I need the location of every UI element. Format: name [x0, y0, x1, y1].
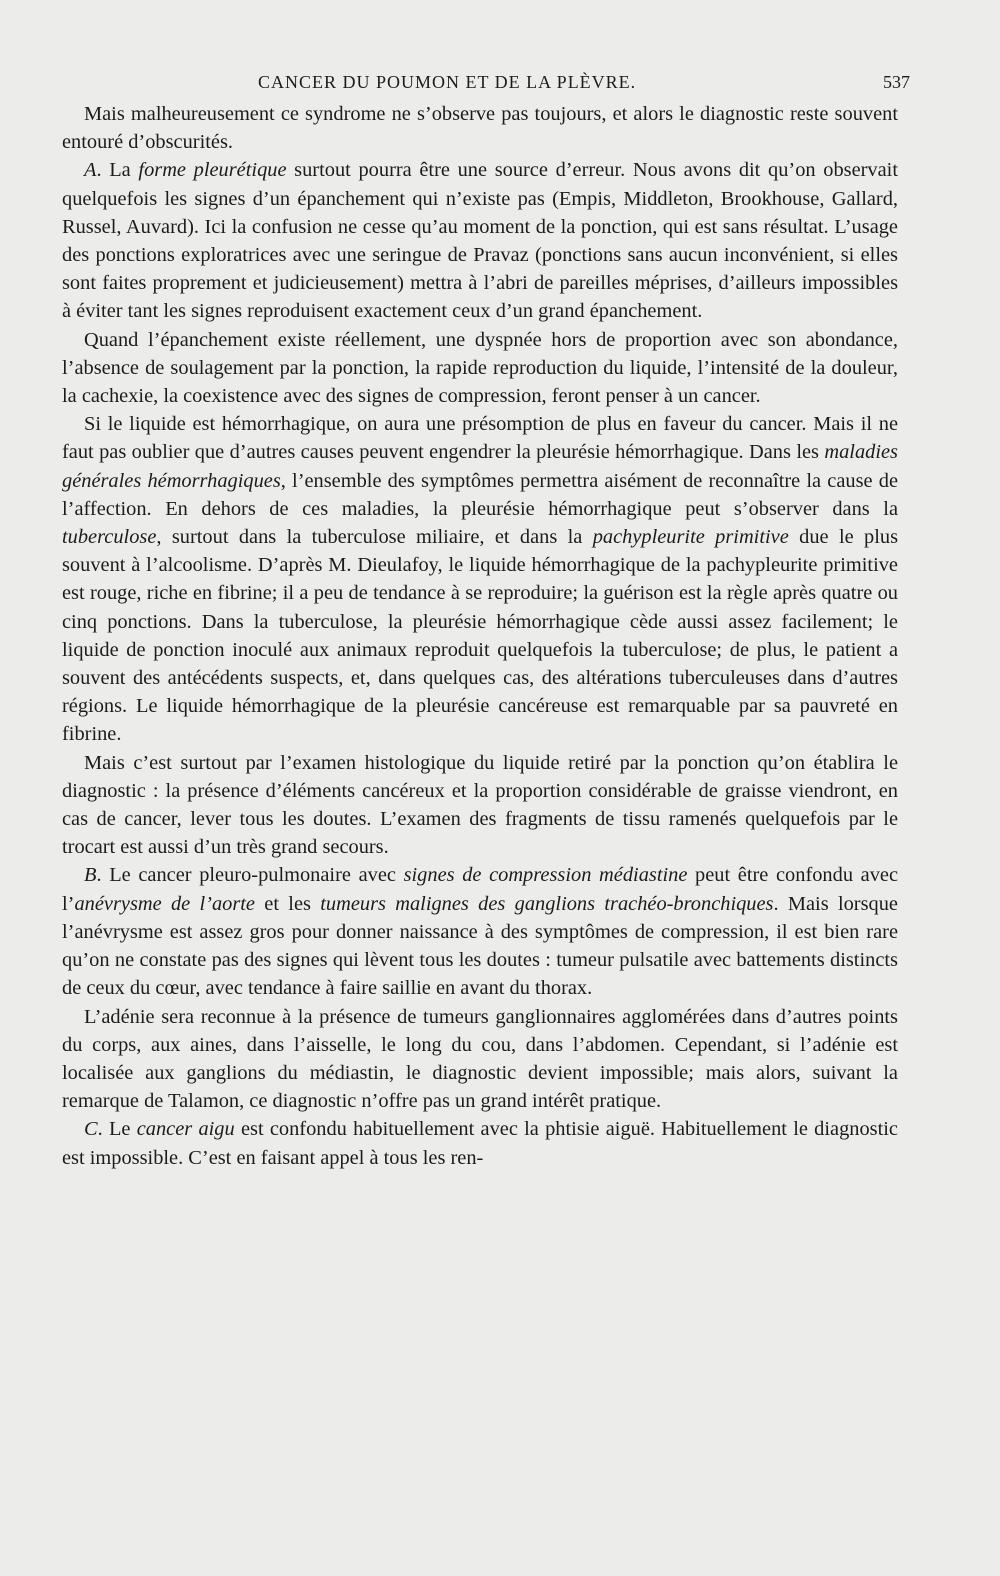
italic-text: cancer aigu — [136, 1118, 235, 1141]
italic-text: B — [84, 864, 97, 887]
body-text — [62, 100, 898, 1172]
text-run: Quand l’épanchement existe réellement, une dyspnée hors de proportion avec son abondance, l’absence de soulagement par la ponction, la rapide reproduction du liquide, l’intensité de la douleur, la cachexie, la coexistence avec des signes de compression, feront penser à un cancer. — [62, 328, 898, 408]
italic-text: C — [84, 1118, 98, 1141]
italic-text: forme pleurétique — [138, 159, 287, 182]
text-run: Si le liquide est hémorrhagique, on aura une présomption de plus en faveur du cancer. Mais il ne faut pas oublier que d’autres causes peuvent engendrer la pleurésie hémorrhagique. Dans les — [62, 413, 898, 464]
italic-text: tuberculose — [62, 526, 157, 549]
italic-text: signes de compression médiastine — [403, 864, 688, 887]
text-run: est confondu habituellement avec la phtisie aiguë. Habituellement le diagnostic est impossible. C’est en faisant appel à tous les ren- — [62, 1118, 898, 1169]
paragraph — [62, 1115, 898, 1171]
text-run: et les — [254, 892, 321, 915]
paragraph — [62, 326, 898, 411]
page-number: 537 — [883, 72, 910, 92]
running-header — [62, 66, 910, 100]
running-title: CANCER DU POUMON ET DE LA PLÈVRE. — [258, 72, 637, 92]
paragraph — [62, 749, 898, 862]
text-run: due le plus souvent à l’alcoolisme. D’après M. Dieulafoy, le liquide hémorrhagique de la pachypleurite primitive est rouge, riche en fibrine; il a peu de tendance à se reproduire; la guérison est la règle après quatre ou cinq ponctions. Dans la tuberculose, la pleurésie hémorrhagique cède aussi assez facilement; le liquide de ponction inoculé aux animaux reproduit quelquefois la tuberculose; de plus, le patient a souvent des antécédents suspects, et, dans quelques cas, des altérations tuberculeuses dans d’autres régions. Le liquide hémorrhagique de la pleurésie cancéreuse est remarquable par sa pauvreté en fibrine. — [62, 526, 899, 746]
text-run: . Le cancer pleuro-pulmonaire avec — [96, 864, 404, 887]
italic-text: tumeurs malignes des ganglions trachéo-bronchiques — [320, 892, 774, 915]
italic-text: pachypleurite primitive — [592, 526, 789, 549]
text-run: . La — [96, 159, 139, 182]
text-run: Mais c’est surtout par l’examen histologique du liquide retiré par la ponction qu’on établira le diagnostic : la présence d’éléments cancéreux et la proportion considérable de graisse viendront, en cas de cancer, lever tous les doutes. L’examen des fragments de tissu ramenés quelquefois par le trocart est aussi d’un très grand secours. — [62, 751, 898, 859]
text-run: surtout pourra être une source d’erreur. Nous avons dit qu’on observait quelquefois les signes d’un épanchement qui n’existe pas (Empis, Middleton, Brookhouse, Gallard, Russel, Auvard). Ici la confusion ne cesse qu’au moment de la ponction, qui est sans résultat. L’usage des ponctions exploratrices avec une seringue de Pravaz (ponctions sans aucun inconvénient, si elles sont faites proprement et judicieusement) mettra à l’abri de pareilles méprises, d’ailleurs impossibles à éviter tant les signes reproduisent exactement ceux d’un grand épanchement. — [62, 159, 898, 323]
text-run: . Mais lorsque l’anévrysme est assez gros pour donner naissance à des symptômes de compression, il est bien rare qu’on ne constate pas des signes qui lèvent tous les doutes : tumeur pulsatile avec battements distincts de ceux du cœur, avec tendance à faire saillie en avant du thorax. — [62, 892, 898, 1000]
text-run: L’adénie sera reconnue à la présence de tumeurs ganglionnaires agglomérées dans d’autres points du corps, aux aines, dans l’aisselle, le long du cou, dans l’abdomen. Cependant, si l’adénie est localisée aux ganglions du médiastin, le diagnostic devient impossible; mais alors, suivant la remarque de Talamon, ce diagnostic n’offre pas un grand intérêt pratique. — [62, 1005, 898, 1113]
paragraph — [62, 410, 898, 748]
text-run: , l’ensemble des symptômes permettra aisément de reconnaître la cause de l’affection. En dehors de ces maladies, la pleurésie hémorrhagique peut s’observer dans la — [62, 469, 899, 520]
text-run: Mais malheureusement ce syndrome ne s’observe pas toujours, et alors le diagnostic reste souvent entouré d’obscurités. — [62, 103, 898, 154]
italic-text: A — [84, 159, 97, 182]
text-run: , surtout dans la tuberculose miliaire, et dans la — [156, 526, 593, 549]
text-run: . Le — [97, 1118, 137, 1141]
paragraph — [62, 156, 898, 325]
text-run: peut être confondu avec l’ — [62, 864, 899, 915]
italic-text: maladies générales hémorrhagiques — [62, 441, 898, 492]
paragraph — [62, 1003, 898, 1116]
paragraph — [62, 861, 898, 1002]
paragraph — [62, 100, 898, 156]
italic-text: anévrysme de l’aorte — [74, 892, 255, 915]
